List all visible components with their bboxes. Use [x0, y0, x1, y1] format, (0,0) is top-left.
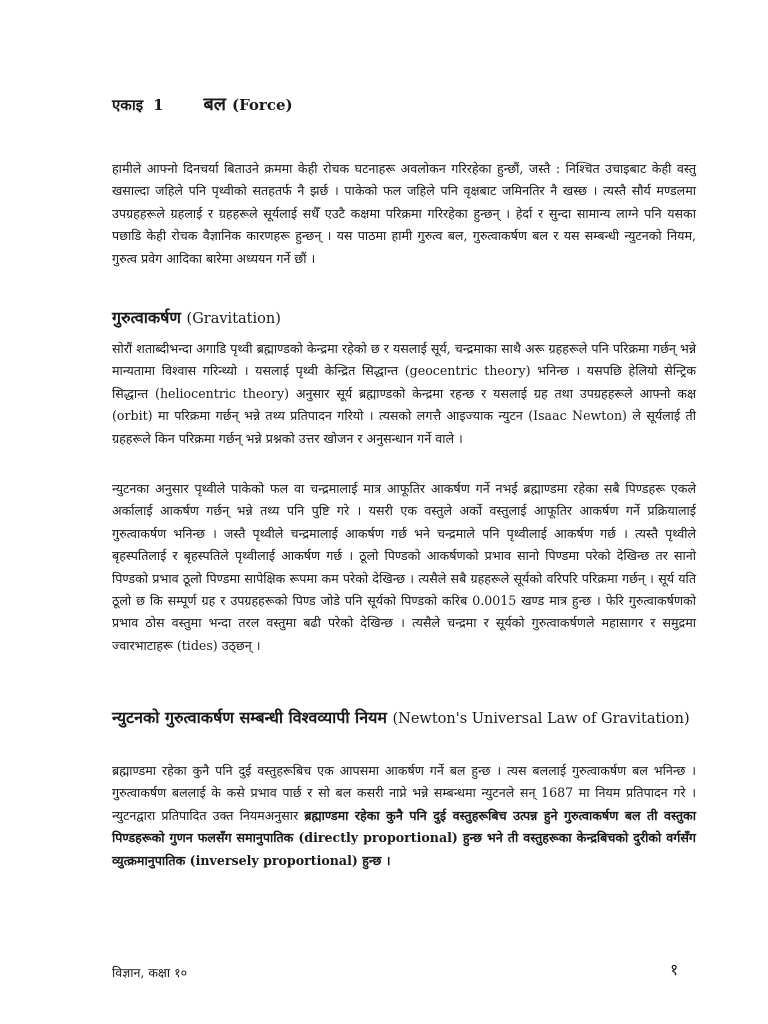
section-title: न्युटनको गुरुत्वाकर्षण सम्बन्धी विश्वव्यापी नियम [112, 708, 387, 727]
gravitation-paragraph-2: न्युटनका अनुसार पृथ्वीले पाकेको फल वा चन्द्रमालाई मात्र आफूतिर आकर्षण गर्ने नभई ब्रह्माण्डमा रहेका सबै पिण्डहरू एकले अर्कालाई आकर्षण गर्छन् भन्ने तथ्य पनि पुष्टि गरे । यसरी एक वस्तुले अर्को वस्तुलाई आफूतिर आकर्षण गर्ने प्रक्रियालाई गुरुत्वाकर्षण भनिन्छ । जस्तै पृथ्वीले चन्द्रमालाई आकर्षण गर्छ भने चन्द्रमाले पनि पृथ्वीलाई आकर्षण गर्छ । त्यस्तै पृथ्वीले बृहस्पतिलाई र बृहस्पतिले पृथ्वीलाई आकर्षण गर्छ । ठूलो पिण्डको आकर्षणको प्रभाव सानो पिण्डमा परेको देखिन्छ तर सानो पिण्डको प्रभाव ठूलो पिण्डमा सापेक्षिक रूपमा कम परेको देखिन्छ । त्यसैले सबै ग्रहहरूले सूर्यको वरिपरि परिक्रमा गर्छन् । सूर्य यति ठूलो छ कि सम्पूर्ण ग्रह र उपग्रहहरूको पिण्ड जोडे पनि सूर्यको पिण्डको करिब 0.0015 खण्ड मात्र हुन्छ । फेरि गुरुत्वाकर्षणको प्रभाव ठोस वस्तुमा भन्दा तरल वस्तुमा बढी परेको देखिन्छ । त्यसैले चन्द्रमा र सूर्यको गुरुत्वाकर्षणले महासागर र समुद्रमा ज्वारभाटाहरू (tides) उठ्छन् । [112, 481, 696, 653]
section-heading-universal-law [112, 706, 696, 731]
unit-heading [112, 92, 293, 116]
section-title-english: (Gravitation) [186, 311, 281, 327]
unit-title: बल [203, 94, 226, 115]
section-title: गुरुत्वाकर्षण [112, 308, 181, 327]
law-statement: ब्रह्माण्डमा रहेका कुनै पनि दुई वस्तुहरूबिच उत्पन्न हुने गुरुत्वाकर्षण बल ती वस्तुका पिण्डहरूको गुणन फलसँग समानुपातिक (directly proportional) हुन्छ भने ती वस्तुहरूका केन्द्रबिचको दुरीको वर्गसँग व्युत्क्रमानुपातिक (inversely proportional) हुन्छ । [112, 807, 696, 868]
unit-title-english: (Force) [232, 96, 293, 114]
footer-book-title: विज्ञान, कक्षा १० [112, 965, 188, 980]
section-title-english: (Newton's Universal Law of Gravitation) [392, 711, 690, 727]
unit-number: 1 [153, 96, 164, 114]
gravitation-paragraph-1: सोरौं शताब्दीभन्दा अगाडि पृथ्वी ब्रह्माण्डको केन्द्रमा रहेको छ र यसलाई सूर्य, चन्द्रमाका साथै अरू ग्रहहरूले पनि परिक्रमा गर्छन् भन्ने मान्यतामा विश्वास गरिन्थ्यो । यसलाई पृथ्वी केन्द्रित सिद्धान्त (geocentric theory) भनिन्छ । यसपछि हेलियो सेन्ट्रिक सिद्धान्त (heliocentric theory) अनुसार सूर्य ब्रह्माण्डको केन्द्रमा रहन्छ र यसलाई ग्रह तथा उपग्रहहरूले आफ्नो कक्ष (orbit) मा परिक्रमा गर्छन् भन्ने तथ्य प्रतिपादन गरियो । त्यसको लगत्तै आइज्याक न्युटन (Isaac Newton) ले सूर्यलाई ती ग्रहहरूले किन परिक्रमा गर्छन् भन्ने प्रश्नको उत्तर खोजन र अनुसन्धान गर्ने वाले । [112, 341, 696, 446]
intro-paragraph: हामीले आफ्नो दिनचर्या बिताउने क्रममा केही रोचक घटनाहरू अवलोकन गरिरहेका हुन्छौं, जस्तै : निश्चित उचाइबाट केही वस्तु खसाल्दा जहिले पनि पृथ्वीको सतहतर्फ नै झर्छ । पाकेको फल जहिले पनि वृक्षबाट जमिनतिर नै खस्छ । त्यस्तै सौर्य मण्डलमा उपग्रहहरूले ग्रहलाई र ग्रहहरूले सूर्यलाई सधैँ एउटै कक्षमा परिक्रमा गरिरहेका हुन्छन् । हेर्दा र सुन्दा सामान्य लाग्ने पनि यसका पछाडि केही रोचक वैज्ञानिक कारणहरू हुन्छन् । यस पाठमा हामी गुरुत्व बल, गुरुत्वाकर्षण बल र यस सम्बन्धी न्युटनको नियम, गुरुत्व प्रवेग आदिका बारेमा अध्ययन गर्ने छौं । [112, 161, 696, 266]
page-number: १ [670, 960, 679, 979]
law-intro-text: ब्रह्माण्डमा रहेका कुनै पनि दुई वस्तुहरूबिच एक आपसमा आकर्षण गर्ने बल हुन्छ । त्यस बललाई गुरुत्वाकर्षण बल भनिन्छ । गुरुत्वाकर्षण बललाई के कसे प्रभाव पार्छ र सो बल कसरी नाप्ने भन्ने सम्बन्धमा न्युटनले सन् 1687 मा नियम प्रतिपादन गरे । न्युटनद्वारा प्रतिपादित उक्त नियमअनुसार [112, 763, 696, 823]
section-heading-gravitation [112, 306, 696, 331]
unit-label: एकाइ [112, 96, 144, 114]
universal-law-paragraph [112, 760, 696, 872]
